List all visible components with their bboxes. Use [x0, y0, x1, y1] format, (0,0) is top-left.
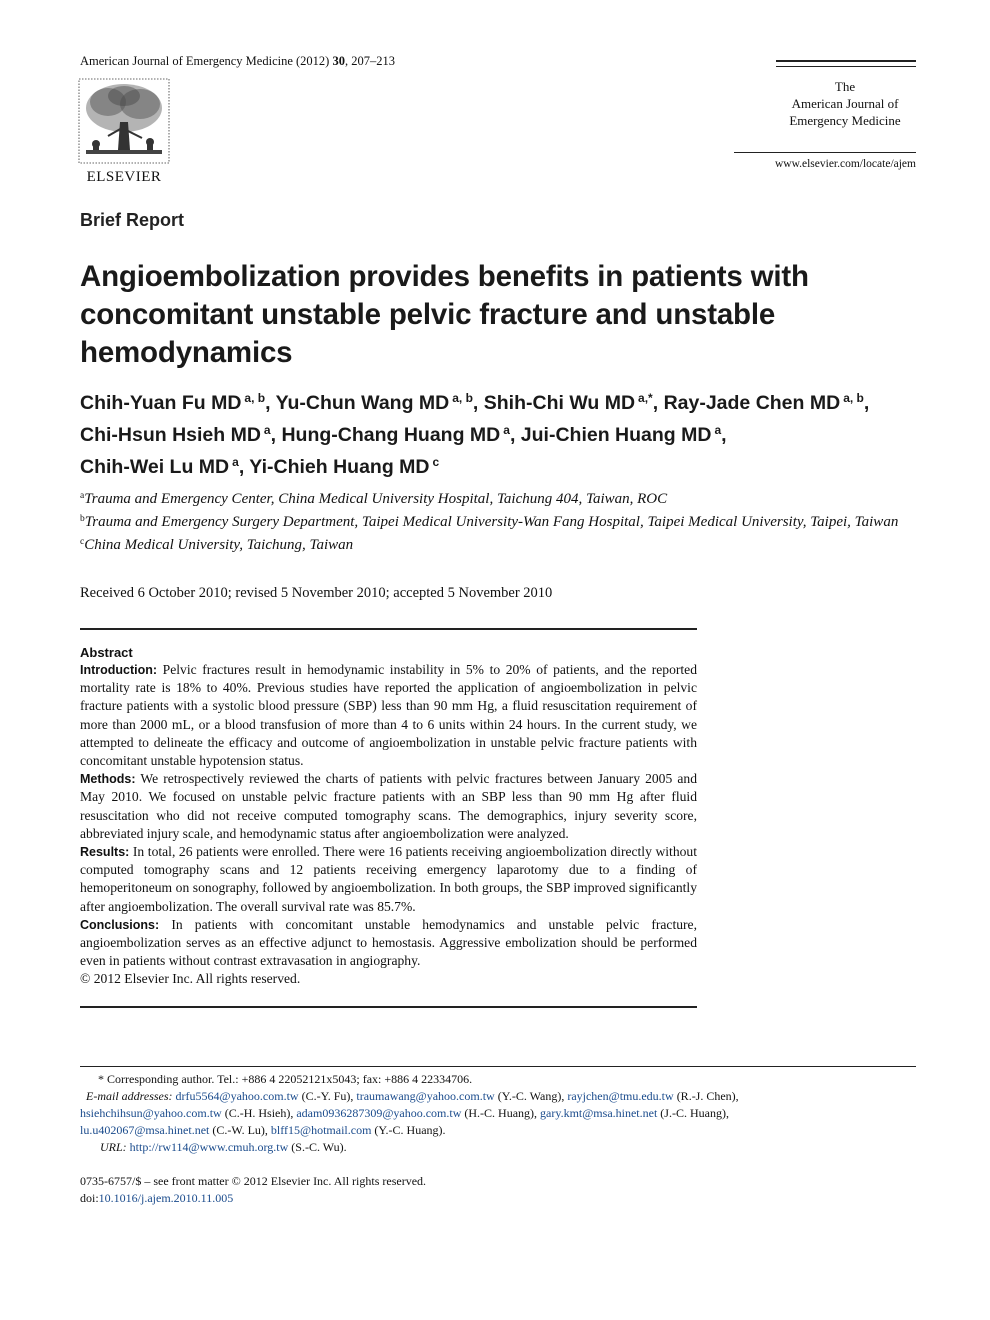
email-link[interactable]: lu.u402067@msa.hinet.net	[80, 1123, 210, 1137]
affiliation: $^c$China Medical University, Taichung, Taiwan	[80, 537, 354, 553]
url-link[interactable]: http://rw114@www.cmuh.org.tw	[129, 1140, 289, 1154]
affiliations	[80, 486, 916, 555]
journal-url[interactable]: www.elsevier.com/locate/ajem	[774, 158, 916, 170]
email-link[interactable]: traumawang@yahoo.com.tw	[356, 1089, 495, 1103]
affiliation: $^b$Trauma and Emergency Surgery Department, Taipei Medical University-Wan Fang Hospital, Taipei Medical University, Taipei, Taiwan	[80, 514, 899, 530]
journal-rule	[734, 152, 916, 153]
author: Shih-Chi Wu MD $^{a,*}$,	[483, 391, 664, 414]
abstract-results: Results: In total, 26 patients were enrolled. There were 16 patients receiving angioembolization directly without computed tomography scans and 12 patients receiving emergency laparotomy due to a finding of hemoperitoneum on sonography, followed by angioembolization. In both groups, the SBP improved significantly after angioembolization. The overall survival rate was 85.7%.	[80, 844, 697, 914]
email-addresses: lu.u402067@msa.hinet.net (C.-W. Lu), blff15@hotmail.com (Y.-C. Huang).	[80, 1123, 446, 1137]
corresponding-author: * Corresponding author. Tel.: +886 4 22052121x5043; fax: +886 4 22334706.	[98, 1072, 473, 1086]
author-list	[80, 385, 930, 481]
journal-rule	[776, 66, 916, 67]
author: Jui-Chien Huang MD $^a$,	[520, 423, 727, 446]
email-addresses: E-mail addresses: drfu5564@yahoo.com.tw (C.-Y. Fu), traumawang@yahoo.com.tw (Y.-C. Wang), rayjchen@tmu.edu.tw (R.-J. Chen),	[86, 1089, 739, 1103]
elsevier-logo	[78, 78, 170, 185]
article-dates: Received 6 October 2010; revised 5 November 2010; accepted 5 November 2010	[80, 585, 553, 601]
citation-pages: , 207–213	[344, 54, 395, 68]
author: Chih-Yuan Fu MD $^{a, b}$,	[80, 391, 276, 414]
email-link[interactable]: rayjchen@tmu.edu.tw	[567, 1089, 674, 1103]
citation-volume: 30	[332, 54, 345, 68]
journal-name-line: Emergency Medicine	[789, 113, 901, 128]
citation-journal: American Journal of Emergency Medicine (2012)	[80, 54, 333, 68]
author: Hung-Chang Huang MD $^a$,	[281, 423, 521, 446]
abstract-rule	[80, 628, 697, 630]
affiliation: $^a$Trauma and Emergency Center, China Medical University Hospital, Taichung 404, Taiwan, ROC	[80, 491, 668, 507]
journal-name-line: The	[834, 79, 856, 94]
journal-citation	[80, 54, 395, 69]
doi-line: doi:10.1016/j.ajem.2010.11.005	[80, 1191, 234, 1205]
email-link[interactable]: blff15@hotmail.com	[270, 1123, 372, 1137]
abstract-heading: Abstract	[80, 645, 133, 660]
email-addresses: hsiehchihsun@yahoo.com.tw (C.-H. Hsieh), adam0936287309@yahoo.com.tw (H.-C. Huang), gary.kmt@msa.hinet.net (J.-C. Huang),	[80, 1106, 729, 1120]
abstract-conclusions: Conclusions: In patients with concomitant unstable hemodynamics and unstable pelvic fracture, angioembolization serves as an effective adjunct to hemostasis. Aggressive embolization should be performed even in patients without contrast extravasation in angiography.	[80, 916, 697, 969]
doi-link[interactable]: 10.1016/j.ajem.2010.11.005	[98, 1191, 234, 1205]
author: Yu-Chun Wang MD $^{a, b}$,	[275, 391, 484, 414]
url-line: URL: http://rw114@www.cmuh.org.tw (S.-C. Wu).	[100, 1140, 347, 1154]
email-link[interactable]: drfu5564@yahoo.com.tw	[175, 1089, 299, 1103]
author: Chi-Hsun Hsieh MD $^a$,	[80, 423, 282, 446]
email-link[interactable]: adam0936287309@yahoo.com.tw	[296, 1106, 462, 1120]
elsevier-tree-icon	[78, 78, 170, 164]
footnote-rule	[80, 1066, 916, 1067]
abstract-methods: Methods: We retrospectively reviewed the charts of patients with pelvic fractures between January 2005 and May 2010. We focused on unstable pelvic fracture patients with an SBP less than 90 mm Hg after fluid resuscitation who did not receive computed tomography scans. The demographics, injury severity score, abbreviated injury scale, and hemodynamic status after angioembolization were analyzed.	[80, 771, 697, 841]
abstract-introduction: Introduction: Pelvic fractures result in hemodynamic instability in 5% to 20% of patients, and the reported mortality rate is 18% to 40%. Previous studies have reported the application of angioembolization in pelvic fracture patients with a systolic blood pressure (SBP) less than 90 mm Hg, a fluid resuscitation requirement of more than 2000 mL, or a blood transfusion of more than 4 to 6 units within 24 hours. In the current study, we attempted to delineate the efficacy and outcome of angioembolization in unstable pelvic fracture patients with concomitant unstable hypotension status.	[80, 662, 697, 769]
footnotes	[80, 1071, 916, 1156]
author: Yi-Chieh Huang MD $^c$	[249, 455, 440, 478]
abstract-copyright: © 2012 Elsevier Inc. All rights reserved.	[80, 971, 301, 987]
article-title: Angioembolization provides benefits in patients with concomitant unstable pelvic fracture and unstable hemodynamics	[80, 260, 809, 369]
issn-line: 0735-6757/$ – see front matter © 2012 Elsevier Inc. All rights reserved.	[80, 1174, 427, 1188]
abstract-rule	[80, 1006, 697, 1008]
journal-rule	[776, 60, 916, 62]
email-link[interactable]: hsiehchihsun@yahoo.com.tw	[80, 1106, 222, 1120]
publisher-name: ELSEVIER	[86, 169, 162, 185]
section-label: Brief Report	[80, 210, 185, 230]
email-link[interactable]: gary.kmt@msa.hinet.net	[540, 1106, 658, 1120]
author: Chih-Wei Lu MD $^a$,	[80, 455, 250, 478]
abstract	[80, 645, 697, 989]
journal-name	[770, 78, 920, 129]
author: Ray-Jade Chen MD $^{a, b}$,	[663, 391, 870, 414]
journal-name-line: American Journal of	[791, 96, 899, 111]
front-matter	[80, 1173, 426, 1207]
